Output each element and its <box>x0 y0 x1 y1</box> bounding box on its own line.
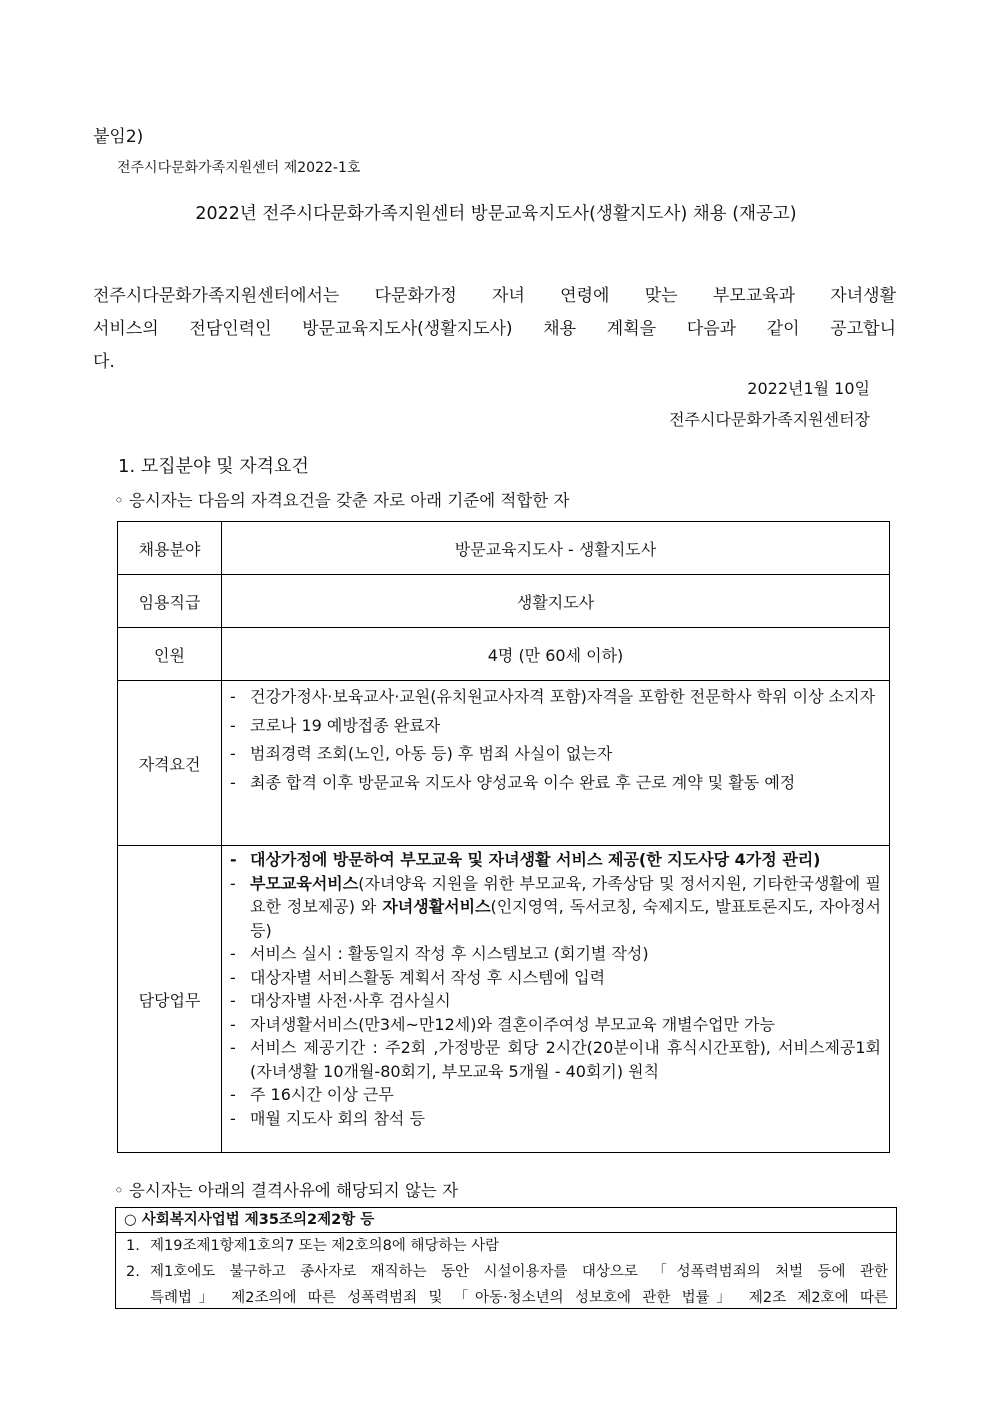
list-item: - 서비스 제공기간 : 주2회 ,가정방문 회당 2시간(20분이내 휴식시간포함), 서비스제공1회(자녀생활 10개월-80회기, 부모교육 5개월 - 40회기) 원칙 <box>230 1038 881 1081</box>
notice-date: 2022년1월 10일 <box>747 379 870 398</box>
disqualification-box <box>115 1207 897 1309</box>
list-item: - 대상자별 사전·사후 검사실시 <box>230 991 451 1010</box>
requirements-table <box>117 521 890 1153</box>
disqualification-bullet: ◦ 응시자는 아래의 결격사유에 해당되지 않는 자 <box>114 1181 459 1200</box>
list-item: - 최종 합격 이후 방문교육 지도사 양성교육 이수 완료 후 근로 계약 및 활동 예정 <box>230 772 796 792</box>
duty-label: 담당업무 <box>118 846 222 1153</box>
page-title: 2022년 전주시다문화가족지원센터 방문교육지도사(생활지도사) 채용 (재공고) <box>195 204 797 224</box>
count-label: 인원 <box>118 628 222 681</box>
table-row <box>118 522 890 575</box>
attachment-label: 붙임2) <box>93 127 144 147</box>
list-item: - 코로나 19 예방접종 완료자 <box>230 715 441 735</box>
table-row <box>118 575 890 628</box>
table-row <box>118 681 890 846</box>
list-item: - 대상가정에 방문하여 부모교육 및 자녀생활 서비스 제공(한 지도사당 4가정 관리) <box>230 850 821 869</box>
list-item: - 대상자별 서비스활동 계획서 작성 후 시스템에 입력 <box>230 967 606 987</box>
disqualification-heading: ○ 사회복지사업법 제35조의2제2항 등 <box>116 1208 896 1233</box>
table-row <box>118 628 890 681</box>
field-label: 채용분야 <box>118 522 222 575</box>
intro-line-1: 전주시다문화가족지원센터에서는 다문화가정 자녀 연령에 맞는 부모교육과 자녀생활 <box>93 286 896 306</box>
list-item: - 주 16시간 이상 근무 <box>230 1085 394 1104</box>
list-item: - 부모교육서비스(자녀양육 지원을 위한 부모교육, 가족상담 및 정서지원, 기타한국생활에 필요한 정보제공) 와 자녀생활서비스(인지영역, 독서코칭, 숙제지도, 발표토론지도, 자아정서 등) <box>230 873 881 940</box>
eligibility-bullet: ◦ 응시자는 다음의 자격요건을 갖춘 자로 아래 기준에 적합한 자 <box>114 491 570 510</box>
list-item: - 매월 지도사 회의 참석 등 <box>230 1108 425 1128</box>
intro-line-2: 서비스의 전담인력인 방문교육지도사(생활지도사) 채용 계획을 다음과 같이 공고합니 <box>93 319 896 339</box>
rank-label: 임용직급 <box>118 575 222 628</box>
intro-paragraph <box>93 280 896 379</box>
list-item: 1. 제19조제1항제1호의7 또는 제2호의8에 해당하는 사람 <box>126 1238 500 1254</box>
section-heading: 1. 모집분야 및 자격요건 <box>118 456 309 477</box>
intro-line-3: 다. <box>93 352 115 372</box>
list-item: - 범죄경력 조회(노인, 아동 등) 후 범죄 사실이 없는자 <box>230 744 613 763</box>
field-value: 방문교육지도사 - 생활지도사 <box>222 522 890 575</box>
duty-list <box>222 846 890 1153</box>
qualification-list <box>222 681 890 846</box>
list-item: - 서비스 실시 : 활동일지 작성 후 시스템보고 (회기별 작성) <box>230 944 649 963</box>
count-value: 4명 (만 60세 이하) <box>222 628 890 681</box>
list-item: - 건강가정사·보육교사·교원(유치원교사자격 포함)자격을 포함한 전문학사 학위 이상 소지자 <box>230 687 876 706</box>
issuer-name: 전주시다문화가족지원센터장 <box>669 410 870 429</box>
rank-value: 생활지도사 <box>222 575 890 628</box>
list-item: 2. 제1호에도 불구하고 종사자로 재직하는 동안 시설이용자를 대상으로 「성폭력범죄의 처벌 등에 관한 특례법」 제2조의에 따른 성폭력범죄 및 「아동·청소년의 성보호에 관한 법률」 제2조 제2호에 따른 <box>126 1264 888 1306</box>
qualification-label: 자격요건 <box>118 681 222 846</box>
table-row <box>118 846 890 1153</box>
list-item: - 자녀생활서비스(만3세~만12세)와 결혼이주여성 부모교육 개별수업만 가능 <box>230 1014 775 1034</box>
document-number: 전주시다문화가족지원센터 제2022-1호 <box>117 160 361 176</box>
